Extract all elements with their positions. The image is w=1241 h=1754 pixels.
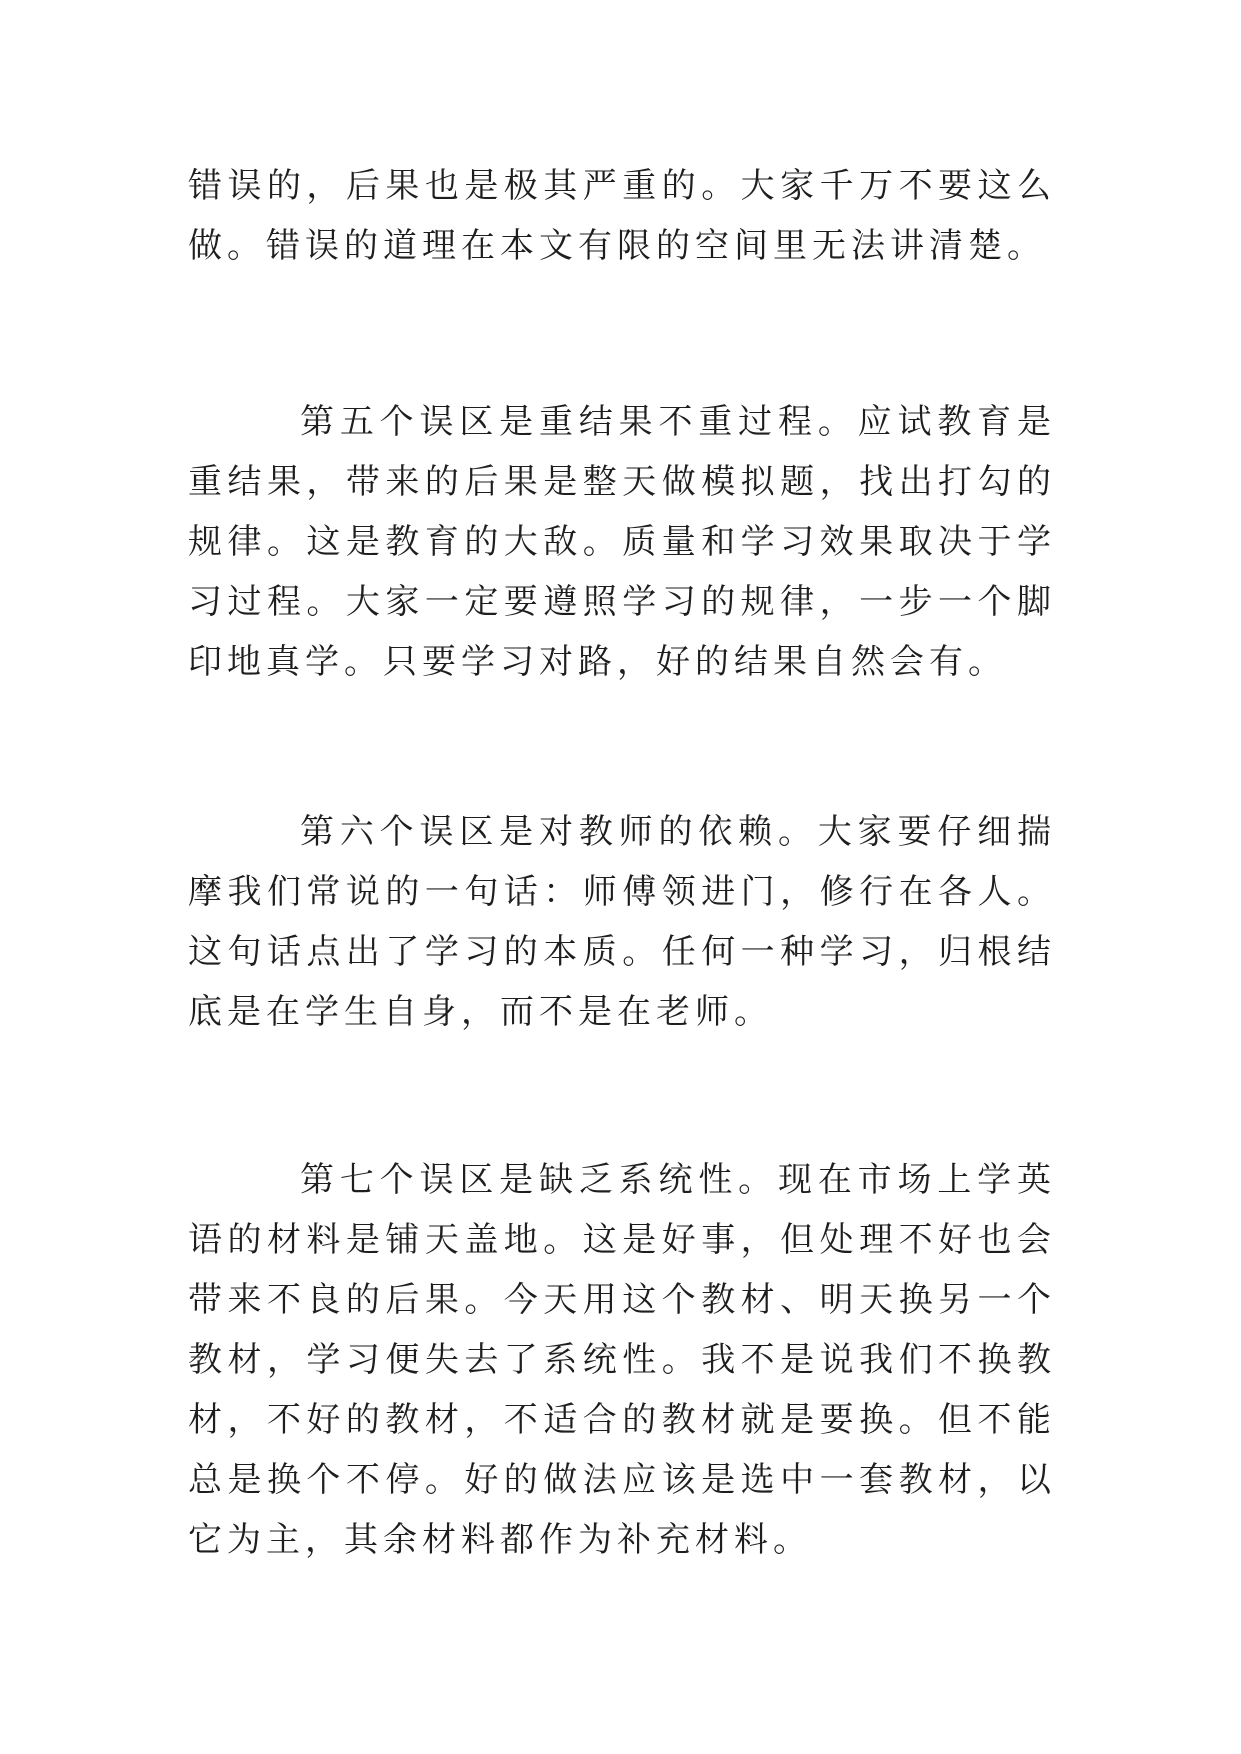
paragraph-seventh-misconception: 第七个误区是缺乏系统性。现在市场上学英语的材料是铺天盖地。这是好事，但处理不好也会带来不良的后果。今天用这个教材、明天换另一个教材，学习便失去了系统性。我不是说我们不换教材，不好的教材，不适合的教材就是要换。但不能总是换个不停。好的做法应该是选中一套教材，以它为主，其余材料都作为补充材料。 xyxy=(188,1160,1056,1560)
paragraph-continuation: 错误的，后果也是极其严重的。大家千万不要这么做。错误的道理在本文有限的空间里无法讲清楚。 xyxy=(188,166,1056,266)
paragraph-sixth-misconception: 第六个误区是对教师的依赖。大家要仔细揣摩我们常说的一句话：师傅领进门，修行在各人。这句话点出了学习的本质。任何一种学习，归根结底是在学生自身，而不是在老师。 xyxy=(188,812,1056,1032)
paragraph-fifth-misconception: 第五个误区是重结果不重过程。应试教育是重结果，带来的后果是整天做模拟题，找出打勾的规律。这是教育的大敌。质量和学习效果取决于学习过程。大家一定要遵照学习的规律，一步一个脚印地真学。只要学习对路，好的结果自然会有。 xyxy=(188,402,1056,682)
